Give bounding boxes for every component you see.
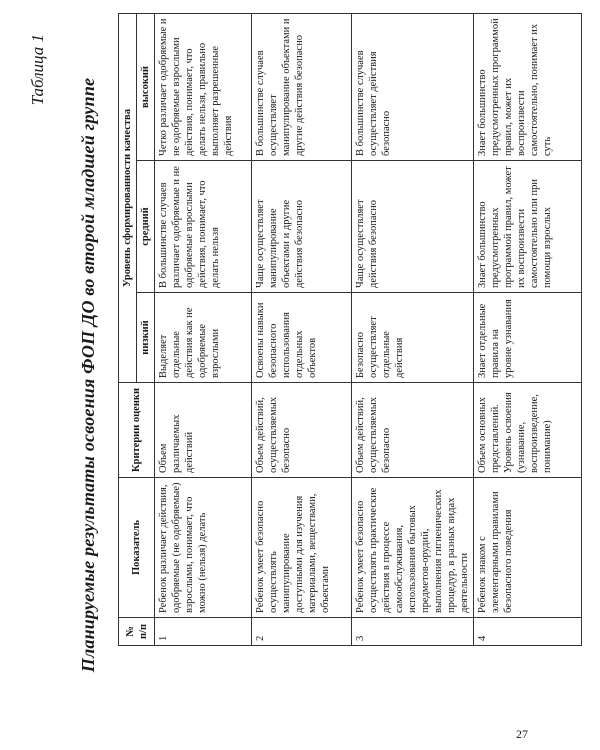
row-high: В большинстве случаев осуществляет манипулирование объектами и другие действия безопасно — [252, 13, 352, 160]
row-medium: В большинстве случаев различает одобряемые и не одобряемые взрослыми действия, понимает, что делать нельзя — [155, 161, 252, 293]
row-criteria: Объем действий, осуществляемых безопасно — [352, 383, 474, 478]
row-high: Знает большинство предусмотренных программой правил, может их воспроизвести самостоятельно, понимает их суть — [474, 13, 582, 160]
table-title: Планируемые результаты освоения ФОП ДО во второй младшей группе — [78, 77, 98, 673]
table-row — [474, 13, 582, 645]
header-num: № п/п — [119, 618, 155, 646]
row-criteria: Объем действий, осуществляемых безопасно — [252, 383, 352, 478]
row-low: Освоены навыки безопасного использования отдельных объектов — [252, 293, 352, 383]
table-row — [352, 13, 474, 645]
row-high: В большинстве случаев осуществляет действия безопасно — [352, 13, 474, 160]
row-num: 4 — [474, 618, 582, 646]
row-high: Четко различает одобряемые и не одобряемые взрослыми действия, понимает, что делать нельзя, правильно выполняет разрешенные действия — [155, 13, 252, 160]
row-num: 1 — [155, 618, 252, 646]
table-label: Таблица 1 — [28, 34, 47, 106]
row-low: Безопасно осуществляет отдельные действия — [352, 293, 474, 383]
header-low: низкий — [137, 293, 155, 383]
row-medium: Знает большинство предусмотренных программой правил, может их воспроизвести самостоятельно или при помощи взрослых — [474, 161, 582, 293]
header-medium: средний — [137, 161, 155, 293]
row-medium: Чаще осуществляет манипулирование объектами и другие действия безопасно — [252, 161, 352, 293]
table-row — [155, 13, 252, 645]
row-medium: Чаще осуществляет действия безопасно — [352, 161, 474, 293]
row-low: Знает отдельные правила на уровне узнавания — [474, 293, 582, 383]
page-number: 27 — [516, 727, 528, 741]
row-criteria: Объем основных представлений. Уровень освоения (узнавание, воспроизведение, понимание) — [474, 383, 582, 478]
header-criteria: Критерии оценки — [119, 383, 155, 478]
table-row — [252, 13, 352, 645]
row-num: 3 — [352, 618, 474, 646]
row-indicator: Ребенок знаком с элементарными правилами безопасного поведения — [474, 478, 582, 618]
row-criteria: Объем различаемых действий — [155, 383, 252, 478]
row-indicator: Ребенок умеет безопасно осуществлять практические действия в процессе самообслуживания, использования бытовых предметов-орудий, выполнения гигиенических процедур, в разных видах деятельности — [352, 478, 474, 618]
header-level-group: Уровень сформированности качества — [119, 13, 137, 382]
row-low: Выделяет отдельные действия как не одобряемые взрослыми — [155, 293, 252, 383]
header-high: высокий — [137, 13, 155, 160]
row-indicator: Ребенок умеет безопасно осуществлять манипулирование доступными для изучения материалами, веществами, объектами — [252, 478, 352, 618]
row-indicator: Ребенок различает действия, одобряемые (не одобряемые) взрослыми, понимает, что можно (нельзя) делать — [155, 478, 252, 618]
row-num: 2 — [252, 618, 352, 646]
header-indicator: Показатель — [119, 478, 155, 618]
header-row — [119, 13, 137, 645]
results-table — [118, 13, 582, 646]
